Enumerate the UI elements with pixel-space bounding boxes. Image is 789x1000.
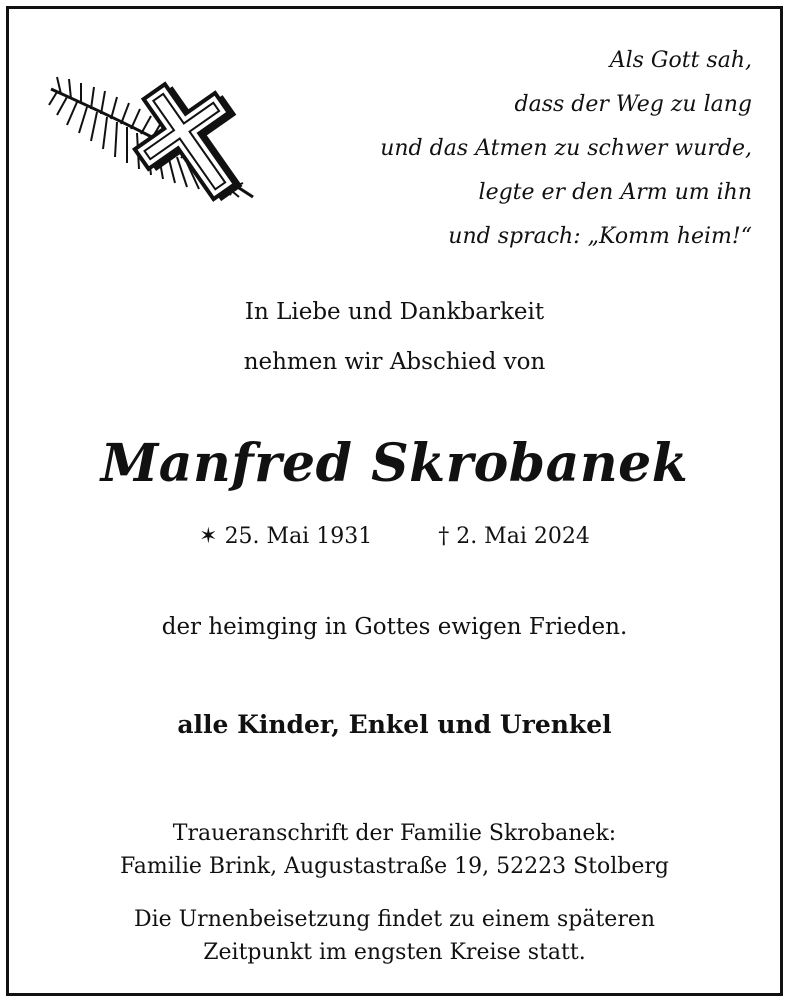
birth-date: 25. Mai 1931: [224, 524, 373, 549]
poem-line: und das Atmen zu schwer wurde,: [380, 136, 752, 161]
poem-line: dass der Weg zu lang: [514, 92, 752, 117]
death-cross-icon: †: [438, 524, 450, 549]
address-line-2: Familie Brink, Augustastraße 19, 52223 Stolberg: [120, 854, 669, 879]
intro-text: [9, 287, 780, 387]
burial-note: [9, 903, 780, 969]
peace-line: der heimging in Gottes ewigen Frieden.: [161, 614, 628, 640]
obituary-card: [6, 6, 783, 996]
burial-note-line-2: Zeitpunkt im engsten Kreise statt.: [203, 940, 586, 965]
life-dates: [9, 517, 780, 557]
address-line-1: Traueranschrift der Familie Skrobanek:: [172, 821, 617, 846]
deceased-name: Manfred Skrobanek: [100, 433, 689, 494]
poem-line: legte er den Arm um ihn: [478, 180, 752, 205]
poem-line: Als Gott sah,: [609, 48, 752, 73]
poem: [380, 39, 752, 259]
poem-line: und sprach: „Komm heim!“: [448, 224, 752, 249]
mourners: alle Kinder, Enkel und Urenkel: [177, 710, 612, 739]
intro-line-1: In Liebe und Dankbarkeit: [244, 299, 545, 325]
birth-star-icon: ✶: [199, 524, 218, 549]
cross-with-palm-frond-icon: [39, 71, 263, 209]
mourning-address: [9, 817, 780, 883]
burial-note-line-1: Die Urnenbeisetzung findet zu einem späteren: [133, 907, 656, 932]
death-date: 2. Mai 2024: [456, 524, 590, 549]
intro-line-2: nehmen wir Abschied von: [243, 349, 546, 375]
